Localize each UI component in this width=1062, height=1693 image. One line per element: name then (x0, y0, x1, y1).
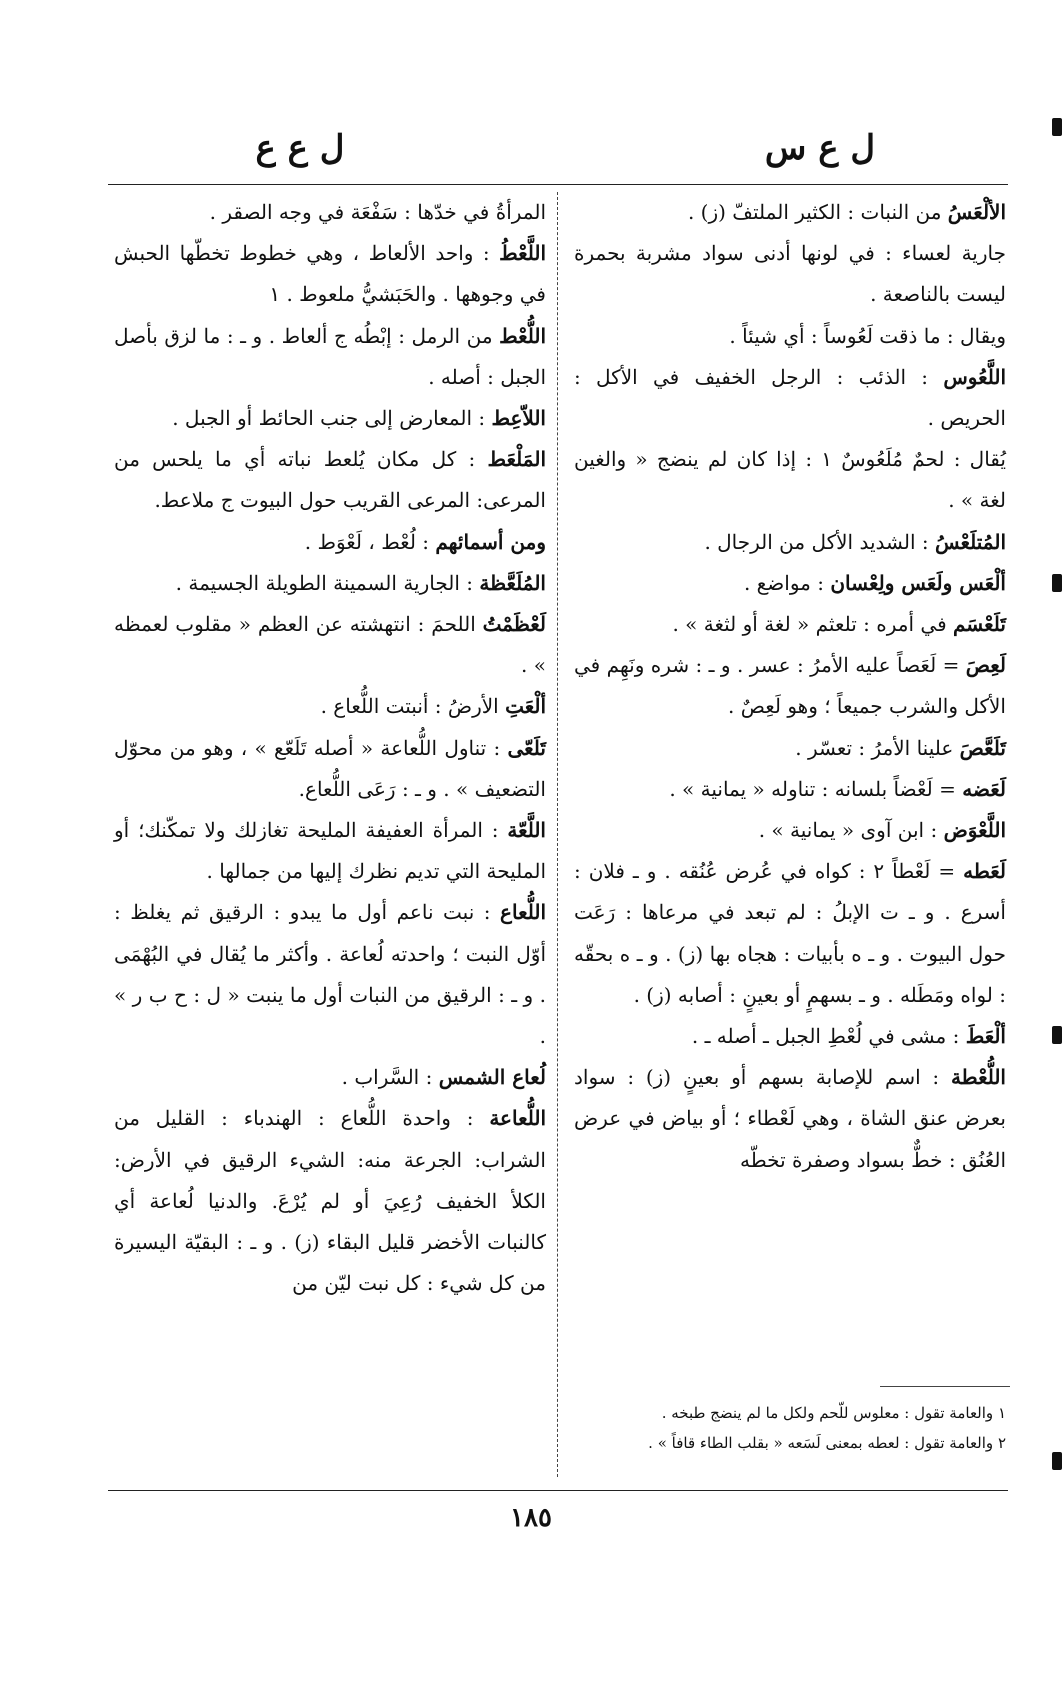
edge-tab-mark (1052, 1026, 1062, 1044)
entry-headword: اللُّعاع (500, 900, 546, 925)
entry-headword: ألْعَس ولَعَس ولِعْسان (830, 570, 1006, 595)
dictionary-entry (574, 1016, 1006, 1057)
page-number: ١٨٥ (510, 1503, 552, 1533)
entry-headword: ألْعَطَ (965, 1024, 1006, 1049)
footer-rule (108, 1490, 1008, 1491)
dictionary-entry (574, 1057, 1006, 1181)
entry-headword: الألْعَسُ (947, 200, 1006, 224)
entry-definition: : واحد الألعاط ، وهي خطوط تخطّها الحبش في وجوهها . والحَبَشيُّ ملعوط . ١ (114, 241, 546, 307)
header-rule (108, 184, 1008, 185)
edge-tab-mark (1052, 118, 1062, 136)
dictionary-entry (574, 357, 1006, 439)
entry-headword: تَلَعّى (507, 735, 546, 760)
entry-headword: المَلْعَط (487, 447, 546, 472)
entry-definition: المرأةُ في خدّها : سَفْعَة في وجه الصقر . (209, 200, 546, 224)
footnote-rule (880, 1386, 1010, 1387)
entry-definition: علينا الأمرُ : تعسّر . (795, 735, 960, 760)
dictionary-entry (114, 233, 546, 315)
dictionary-entry (114, 892, 546, 1057)
dictionary-entry (114, 316, 546, 398)
edge-tab-mark (1052, 574, 1062, 592)
entry-definition: : مشى في لُعْطِ الجبل ـ أصله ـ . (691, 1024, 966, 1049)
entry-headword: المُلَعَّظة (479, 570, 546, 595)
dictionary-entry (574, 769, 1006, 810)
right-column (574, 192, 1006, 1181)
entry-definition: جارية لعساء : في لونها أدنى سواد مشربة بحمرة ليست بالناصعة . (574, 241, 1006, 307)
entry-definition: : لُعْط ، لَعْوَط . (304, 529, 436, 554)
entry-definition: : نبت ناعم أول ما يبدو : الرقيق ثم يغلظ : أوّل النبت ؛ واحدته لُعاعة . وأكثر ما يُقال في البُهْمَى . و ـ : الرقيق من النبات أول ما ينبت « ل : ح ب ر » . (114, 900, 546, 1049)
entry-headword: اللَّعُوس (943, 364, 1006, 389)
dictionary-entry (114, 604, 546, 686)
entry-definition: = لَعْضاً بلسانه : تناوله « يمانية » . (669, 776, 963, 801)
dictionary-entry (114, 563, 546, 604)
entry-definition: = لَعْطاً ٢ : كواه في عُرض عُنُقه . و ـ فلان : أسرع . و ـ ت الإبلُ : لم تبعد في مرعاها : رَعَت حول البيوت . و ـ ه بأبيات : هجاه بها (ز) . و ـ ه بحقّه : لواه ومَطَله . و ـ بسهمٍ أو بعينٍ : أصابه (ز) . (574, 859, 1006, 1007)
entry-definition: : تناول اللُّعاعة « أصله تَلَعّع » ، وهو من محوّل التضعيف » . و ـ : رَعَى اللُّعاع. (114, 735, 546, 801)
dictionary-entry (114, 686, 546, 727)
dictionary-entry (114, 728, 546, 810)
dictionary-entry (574, 563, 1006, 604)
entry-definition: : المرأة العفيفة المليحة تغازلك ولا تمكّنك؛ أو المليحة التي تديم نظرك إليها من جمالها . (114, 818, 546, 884)
entry-definition: : ابن آوى « يمانية » . (758, 818, 944, 843)
dictionary-entry (574, 233, 1006, 315)
entry-headword: لَعَضه (962, 776, 1006, 801)
entry-headword: المُتلَعْسُ (934, 529, 1006, 554)
dictionary-entry (574, 316, 1006, 357)
entry-definition: من الرمل : إبْطُه ج ألعاط . و ـ : ما لزق بأصل الجبل : أصله . (114, 323, 546, 389)
entry-headword: اللَّعْطُ (499, 241, 546, 266)
entry-headword: تَلَعَّصَ (959, 735, 1006, 760)
dictionary-entry (574, 728, 1006, 769)
footnote-1: ١ والعامة تقول : معلوس للّحم ولكل ما لم ينضج طبخه . (661, 1404, 1006, 1422)
entry-definition: : الشديد الأكل من الرجال . (704, 529, 935, 554)
dictionary-entry (114, 810, 546, 892)
entry-definition: : المعارض إلى جنب الحائط أو الجبل . (172, 406, 492, 431)
dictionary-entry (574, 192, 1006, 233)
entry-headword: اللُّعاعة (489, 1106, 546, 1131)
dictionary-entry (114, 1057, 546, 1098)
entry-definition: : اسم للإصابة بسهم أو بعينٍ (ز) : سواد بعرض عنق الشاة ، وهي لَعْطاء ؛ أو بياض في عرض العُنُق : خطٌّ بسواد وصفرة تخطّه (574, 1065, 1006, 1172)
dictionary-entry (574, 810, 1006, 851)
entry-definition: : مواضع . (743, 570, 831, 595)
entry-headword: ومن أسمائهم (435, 529, 546, 554)
entry-definition: اللحمَ : انتهشته عن العظم « مقلوب لعمظه » . (114, 612, 546, 678)
entry-headword: لُعاع الشمس (438, 1065, 546, 1090)
dictionary-entry (114, 398, 546, 439)
entry-definition: : كل مكان يُلعط نباته أي ما يلحس من المرعى: المرعى القريب حول البيوت ج ملاعط. (114, 447, 546, 513)
footnotes (574, 1398, 1006, 1458)
entry-definition: من النبات : الكثير الملتفّ (ز) . (687, 200, 948, 224)
entry-definition: : الجارية السمينة الطويلة الجسيمة . (175, 570, 480, 595)
dictionary-entry (114, 192, 546, 233)
entry-headword: ألْعَتِ (505, 694, 546, 719)
dictionary-entry (574, 604, 1006, 645)
column-separator (557, 192, 558, 1477)
left-running-head: ل ع ع (255, 128, 345, 168)
entry-definition: : واحدة اللُّعاع : الهندباء : القليل من الشراب: الجرعة منه: الشيء الرقيق في الأرض: الكلأ الخفيف رُعِيَ أو لم يُرْعَ. والدنيا لُعاعة أي كالنبات الأخضر قليل البقاء (ز) . و ـ : البقيّة اليسيرة من كل شيء : كل نبت ليّن من (114, 1106, 546, 1296)
entry-headword: اللاّعِط (491, 406, 546, 431)
dictionary-entry (574, 645, 1006, 727)
entry-definition: في أمره : تلعثم « لغة أو لثغة » . (672, 612, 953, 637)
entry-headword: تَلَعْسَم (953, 612, 1006, 637)
dictionary-entry (574, 851, 1006, 1016)
entry-definition: : الذئب : الرجل الخفيف في الأكل : الحريص . (574, 364, 1006, 431)
right-running-head: ل ع س (764, 128, 876, 168)
entry-headword: اللَّعّة (507, 818, 546, 843)
entry-headword: اللُّعْطة (950, 1065, 1006, 1090)
dictionary-entry (574, 522, 1006, 563)
entry-definition: الأرضُ : أنبتت اللُّعاع . (320, 694, 506, 719)
entry-headword: اللَّعْوَض (943, 818, 1006, 843)
entry-definition: يُقال : لحمٌ مُلَعُوسٌ ١ : إذا كان لم ينضج « والغين لغة » . (574, 447, 1006, 513)
dictionary-entry (574, 439, 1006, 521)
entry-headword: لَعِصَ (965, 653, 1006, 678)
footnote-2: ٢ والعامة تقول : لعطه بمعنى لَسَعه « بقلب الطاء قافاً » . (648, 1434, 1006, 1452)
dictionary-entry (114, 522, 546, 563)
entry-definition: ويقال : ما ذقت لَعُوساً : أي شيئاً . (729, 323, 1006, 348)
edge-tab-mark (1052, 1452, 1062, 1470)
dictionary-entry (114, 1098, 546, 1304)
entry-headword: لَعَطه (963, 859, 1006, 884)
dictionary-entry (114, 439, 546, 521)
entry-headword: اللُّعْط (499, 323, 546, 348)
entry-definition: = لَعَصاً عليه الأمرُ : عسر . و ـ : شره ونَهِم في الأكل والشرب جميعاً ؛ وهو لَعِصٌ . (574, 653, 1006, 719)
entry-headword: لَعْظَمْتُ (482, 612, 546, 637)
left-column (114, 192, 546, 1304)
entry-definition: : السَّراب . (341, 1065, 439, 1090)
